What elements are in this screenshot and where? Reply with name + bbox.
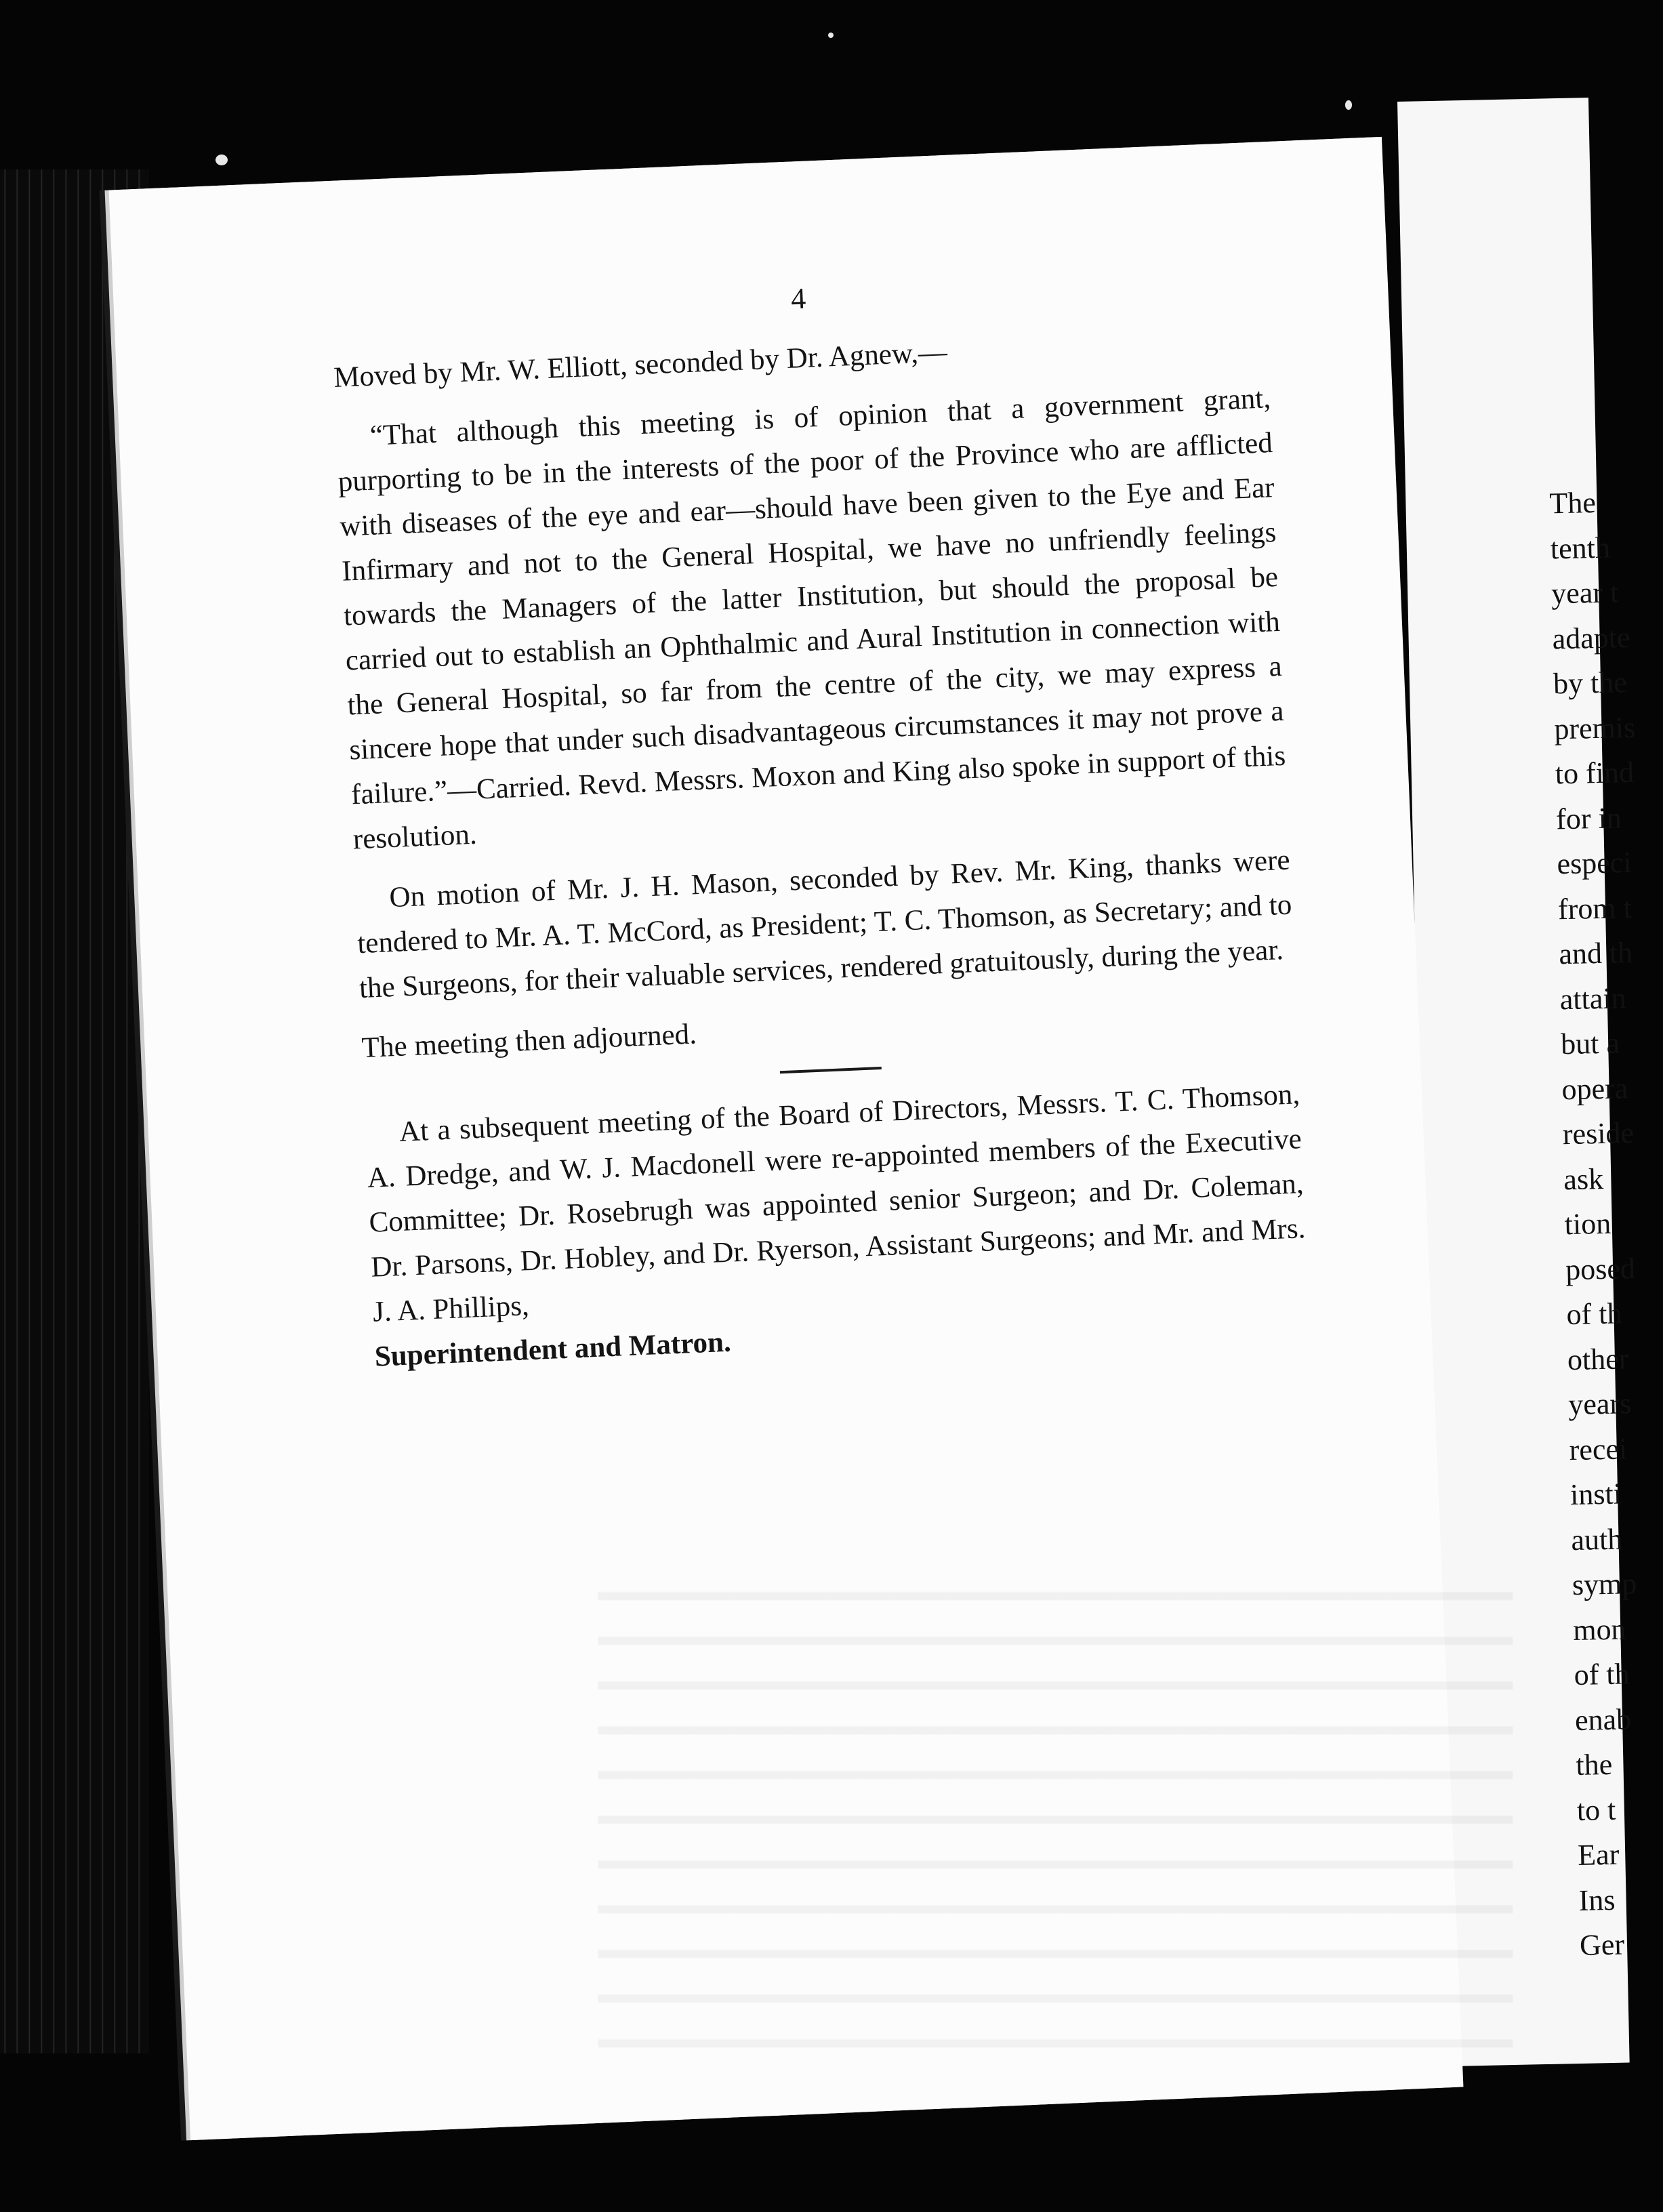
right-line: auth bbox=[1570, 1522, 1623, 1557]
right-line: premis bbox=[1553, 710, 1636, 745]
right-line: to t bbox=[1576, 1793, 1616, 1827]
right-line: tenth bbox=[1550, 531, 1611, 565]
right-line: Ear bbox=[1577, 1837, 1620, 1872]
left-page bbox=[109, 137, 1464, 2140]
bleed-through-shadow bbox=[598, 1561, 1513, 2076]
right-line: and th bbox=[1558, 936, 1633, 971]
right-line: Ger bbox=[1579, 1927, 1625, 1962]
right-line: by the bbox=[1553, 665, 1628, 701]
right-line: ask bbox=[1563, 1162, 1604, 1196]
right-line: enab bbox=[1574, 1702, 1632, 1737]
motion-heading: Moved by Mr. W. Elliott, seconded by Dr. Agnew,— bbox=[333, 336, 948, 394]
right-line: the bbox=[1575, 1747, 1613, 1782]
right-page-text-fragments bbox=[1541, 97, 1662, 1968]
right-line: year t bbox=[1551, 575, 1619, 611]
right-line: years bbox=[1567, 1387, 1632, 1422]
right-line: adapte bbox=[1552, 620, 1630, 655]
right-line: attain bbox=[1559, 981, 1627, 1016]
right-line: reside bbox=[1562, 1116, 1635, 1151]
thanks-paragraph: On motion of Mr. J. H. Mason, seconded by Rev. Mr. King, thanks were tendered to Mr. A. T. McCord, as President; T. C. Thomson, as Secretary; and to the Surgeons, for their valuable services, rendered gratuitously, during the year. bbox=[356, 844, 1293, 1005]
right-line: but a bbox=[1560, 1026, 1620, 1061]
right-line: of th bbox=[1566, 1296, 1622, 1332]
dust-speck bbox=[1345, 100, 1352, 110]
right-line: posed bbox=[1565, 1251, 1636, 1286]
board-meeting-paragraph: At a subsequent meeting of the Board of Directors, Messrs. T. C. Thomson, A. Dredge, and W. J. Macdonell were re-appointed members of the Executive Committee; Dr. Rosebrugh was appointed senior Surgeon; and Dr. Coleman, Dr. Parsons, Dr. Hobley, and Dr. Ryerson, Assistant Surgeons; and Mr. and Mrs. J. A. Phillips, bbox=[366, 1078, 1307, 1328]
right-line: mon bbox=[1572, 1612, 1627, 1647]
right-line: recei bbox=[1569, 1431, 1628, 1467]
right-line: tion bbox=[1564, 1206, 1611, 1242]
section-divider bbox=[780, 1067, 882, 1073]
dust-speck bbox=[215, 155, 228, 165]
right-line: of th bbox=[1574, 1657, 1630, 1692]
dust-speck bbox=[828, 33, 834, 38]
right-line: insti bbox=[1569, 1477, 1622, 1512]
page-number: 4 bbox=[790, 281, 807, 316]
right-line: other bbox=[1567, 1341, 1629, 1376]
right-line: Ins bbox=[1578, 1883, 1616, 1917]
right-line: for in bbox=[1555, 800, 1622, 836]
resolution-paragraph: “That although this meeting is of opinion that a government grant, purporting to be in the interests of the poor of the Province who are afflicted with diseases of the eye and ear—should have been given to the Eye and Ear Infirmary and not to the General Hospital, we have no unfriendly feelings towards the Managers of the latter Institution, but should the proposal be carried out to establish an Ophthalmic and Aural Institution in connection with the General Hospital, so far from the centre of the city, we may express a sincere hope that under such disadvantageous circumstances it may not prove a failure.”—Carried. Revd. Messrs. Moxon and King also spoke in support of this resolution. bbox=[337, 382, 1286, 856]
right-line: symp bbox=[1572, 1567, 1637, 1602]
right-line: opera bbox=[1561, 1071, 1628, 1106]
superintendent-line: Superintendent and Matron. bbox=[373, 1326, 732, 1373]
left-page-text bbox=[330, 257, 1311, 1394]
right-line: especi bbox=[1557, 846, 1633, 881]
adjourned-line: The meeting then adjourned. bbox=[361, 1018, 697, 1065]
right-line: The bbox=[1548, 486, 1597, 520]
right-line: from t bbox=[1557, 890, 1633, 926]
right-line: to find bbox=[1555, 755, 1635, 791]
